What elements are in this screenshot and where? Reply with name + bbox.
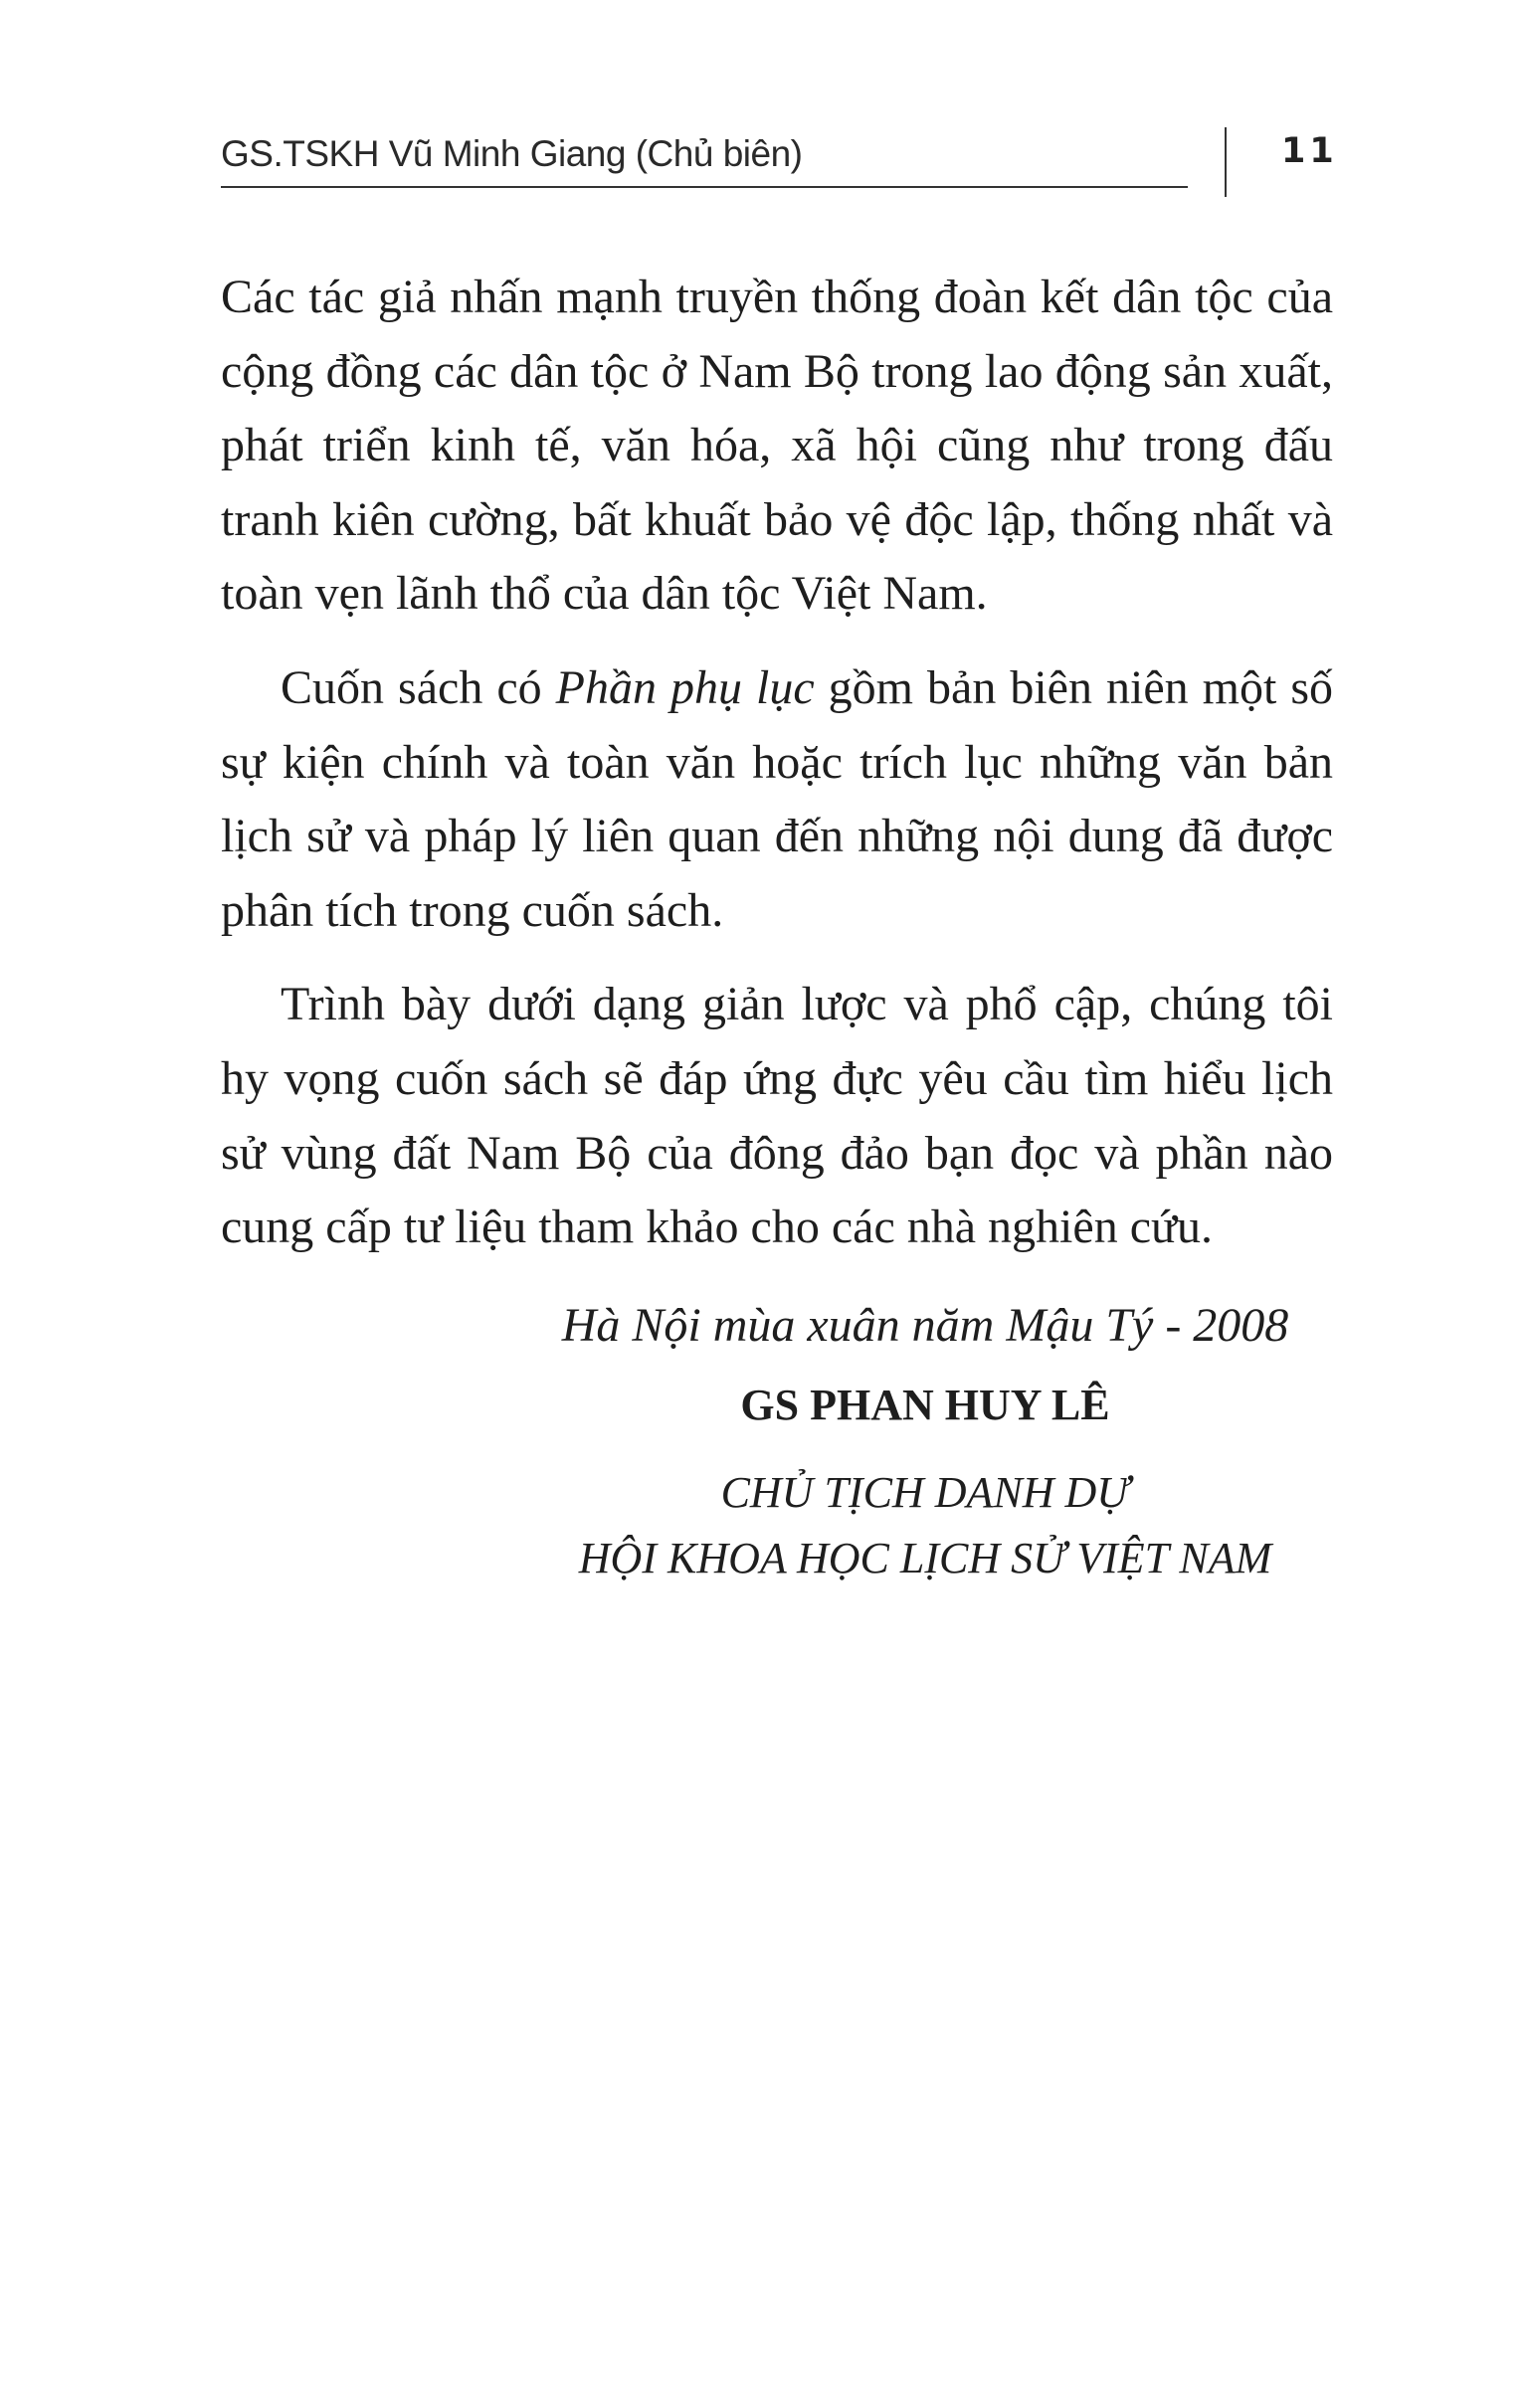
paragraph-2-rest: gồm bản biên niên một số sự kiện chính và toàn văn hoặc trích lục những văn bản lịch sử và pháp lý liên quan đến những nội dung đã được phân tích trong cuốn sách. (221, 660, 1334, 937)
header-horizontal-rule (221, 186, 1188, 188)
signature-title-line-2: HỘI KHOA HỌC LỊCH SỬ VIỆT NAM (578, 1534, 1272, 1582)
page-number: 11 (1281, 131, 1338, 171)
paragraph-2 (221, 651, 1333, 948)
body-text (221, 261, 1333, 1285)
paragraph-1: Các tác giả nhấn mạnh truyền thống đoàn kết dân tộc của cộng đồng các dân tộc ở Nam Bộ trong lao động sản xuất, phát triển kinh tế, văn hóa, xã hội cũng như trong đấu tranh kiên cường, bất khuất bảo vệ độc lập, thống nhất và toàn vẹn lãnh thổ của dân tộc Việt Nam. (221, 271, 1333, 621)
running-header-title: GS.TSKH Vũ Minh Giang (Chủ biên) (221, 133, 803, 174)
signature-place-date: Hà Nội mùa xuân năm Mậu Tý - 2008 (561, 1299, 1289, 1352)
signature-title-line-1: CHỦ TỊCH DANH DỰ (720, 1468, 1130, 1517)
paragraph-2-lead: Cuốn sách có (281, 660, 556, 714)
paragraph-3: Trình bày dưới dạng giản lược và phổ cập, chúng tôi hy vọng cuốn sách sẽ đáp ứng đực yêu cầu tìm hiểu lịch sử vùng đất Nam Bộ của đông đảo bạn đọc và phần nào cung cấp tư liệu tham khảo cho các nhà nghiên cứu. (221, 978, 1333, 1254)
signature-name: GS PHAN HUY LÊ (740, 1381, 1110, 1429)
header-vertical-rule (1225, 127, 1227, 197)
signature-block (557, 1291, 1293, 1591)
appendix-title-italic: Phần phụ lục (555, 660, 815, 714)
